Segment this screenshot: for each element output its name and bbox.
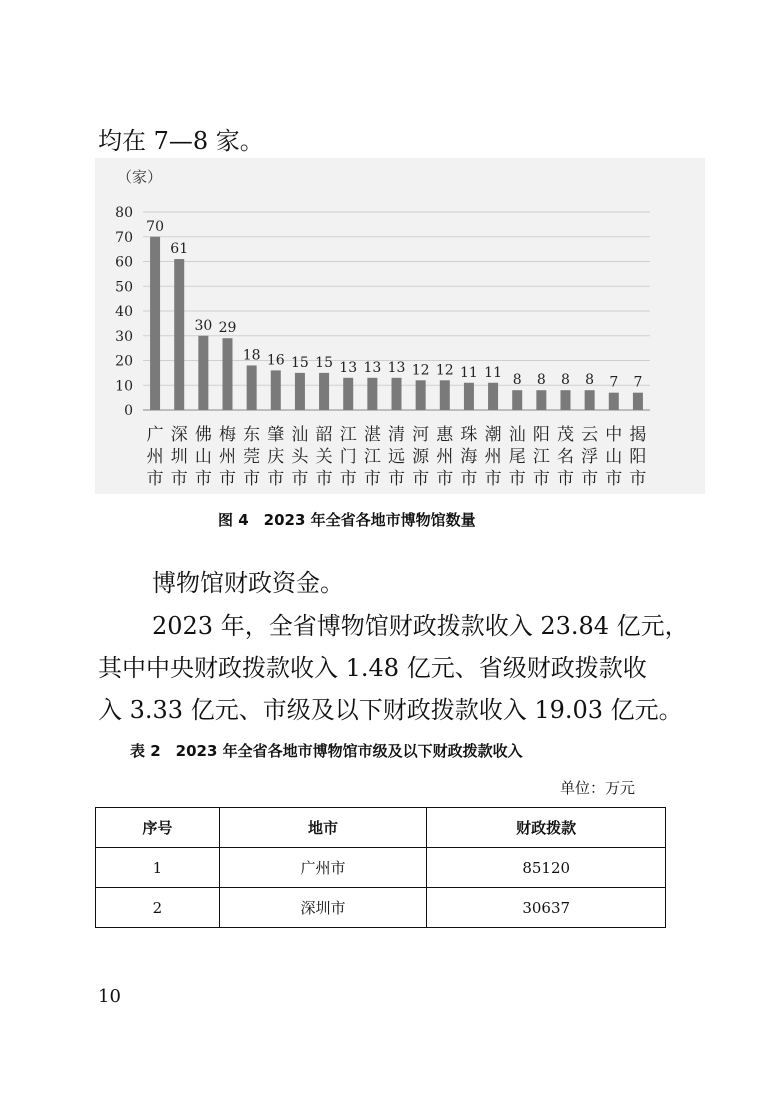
y-tick-label: 0: [124, 403, 133, 419]
bar: [295, 373, 305, 410]
bar: [609, 393, 619, 410]
data-label: 15: [291, 354, 309, 371]
bar: [561, 390, 571, 410]
category-label: 河源市: [412, 425, 430, 489]
y-tick-label: 60: [115, 254, 133, 271]
cell-funding: 30637: [427, 888, 666, 928]
header-city: 地市: [219, 808, 427, 848]
data-label: 18: [242, 347, 261, 364]
top-text: 均在 7—8 家。: [98, 127, 264, 155]
category-label: 深圳市: [170, 425, 188, 489]
data-label: 70: [146, 218, 164, 235]
category-label: 汕头市: [291, 425, 309, 489]
bar: [271, 370, 281, 410]
bar: [174, 259, 184, 410]
paragraph-line-1: 2023 年，全省博物馆财政拨款收入 23.84 亿元，: [152, 612, 689, 640]
bar: [416, 380, 426, 410]
bar: [585, 390, 595, 410]
category-label: 江门市: [339, 425, 357, 489]
data-label: 61: [170, 241, 189, 258]
paragraph-line-3: 入 3.33 亿元、市级及以下财政拨款收入 19.03 亿元。: [98, 696, 683, 724]
category-label: 东莞市: [243, 425, 261, 489]
category-label: 广州市: [146, 425, 164, 489]
category-label: 珠海市: [460, 425, 478, 489]
y-tick-label: 70: [115, 229, 133, 246]
data-label: 11: [460, 364, 478, 381]
data-label: 29: [218, 320, 237, 337]
bar: [392, 378, 402, 410]
category-label: 肇庆市: [267, 425, 285, 489]
bar: [367, 378, 377, 410]
data-label: 8: [585, 372, 595, 389]
data-label: 13: [387, 359, 406, 376]
data-label: 12: [435, 362, 454, 379]
cell-index: 1: [96, 848, 220, 888]
bar: [343, 378, 353, 410]
bar: [198, 336, 208, 410]
data-label: 8: [561, 372, 570, 389]
bar: [488, 383, 498, 410]
category-label: 中山市: [605, 425, 623, 489]
category-label: 韶关市: [315, 425, 333, 489]
category-label: 云浮市: [581, 425, 599, 489]
category-label: 茂名市: [557, 425, 574, 489]
bar: [319, 373, 329, 410]
data-label: 11: [484, 364, 502, 381]
cell-index: 2: [96, 888, 220, 928]
y-tick-label: 80: [115, 205, 133, 221]
category-label: 汕尾市: [508, 425, 526, 489]
header-funding: 财政拨款: [427, 808, 666, 848]
data-label: 8: [512, 372, 522, 389]
category-label: 清远市: [388, 425, 405, 489]
category-label: 佛山市: [194, 425, 212, 489]
bar: [440, 380, 450, 410]
cell-city: 广州市: [219, 848, 427, 888]
bar: [536, 390, 546, 410]
paragraph-line-2: 其中中央财政拨款收入 1.48 亿元、省级财政拨款收: [98, 654, 647, 682]
category-label: 湛江市: [363, 425, 381, 489]
y-tick-label: 40: [115, 304, 133, 320]
y-axis-unit-label: （家）: [117, 168, 163, 186]
y-tick-label: 50: [115, 279, 133, 296]
bar: [150, 237, 160, 410]
category-label: 梅州市: [219, 425, 236, 489]
table-header-row: [96, 808, 666, 848]
category-label: 潮州市: [484, 425, 502, 489]
category-label: 揭阳市: [629, 425, 647, 489]
cell-city: 深圳市: [219, 888, 427, 928]
category-label: 惠州市: [436, 425, 454, 489]
figure-caption: 图 4 2023 年全省各地市博物馆数量: [218, 511, 476, 529]
category-label: 阳江市: [532, 425, 550, 489]
data-label: 13: [363, 359, 382, 376]
y-tick-label: 10: [115, 378, 133, 395]
bar: [247, 365, 257, 410]
data-label: 13: [339, 359, 358, 376]
bar: [633, 393, 643, 410]
data-label: 16: [266, 352, 285, 369]
cell-funding: 85120: [427, 848, 666, 888]
data-label: 15: [315, 354, 333, 371]
bar-chart: [95, 158, 705, 494]
funding-table: [95, 807, 666, 928]
chart-panel: [95, 158, 705, 494]
bar: [512, 390, 522, 410]
data-label: 12: [411, 362, 430, 379]
bar: [464, 383, 474, 410]
table-row: [96, 848, 666, 888]
table-unit: 单位：万元: [560, 779, 636, 797]
table-caption: 表 2 2023 年全省各地市博物馆市级及以下财政拨款收入: [130, 742, 523, 760]
header-index: 序号: [96, 808, 220, 848]
bar: [223, 338, 233, 410]
table-row: [96, 888, 666, 928]
data-label: 7: [633, 374, 643, 391]
data-label: 8: [536, 372, 546, 389]
data-label: 7: [609, 374, 619, 391]
y-tick-label: 20: [115, 353, 133, 370]
y-tick-label: 30: [115, 328, 133, 345]
section-heading: 博物馆财政资金。: [152, 569, 344, 597]
data-label: 30: [194, 317, 213, 334]
page-number: 10: [98, 986, 121, 1007]
